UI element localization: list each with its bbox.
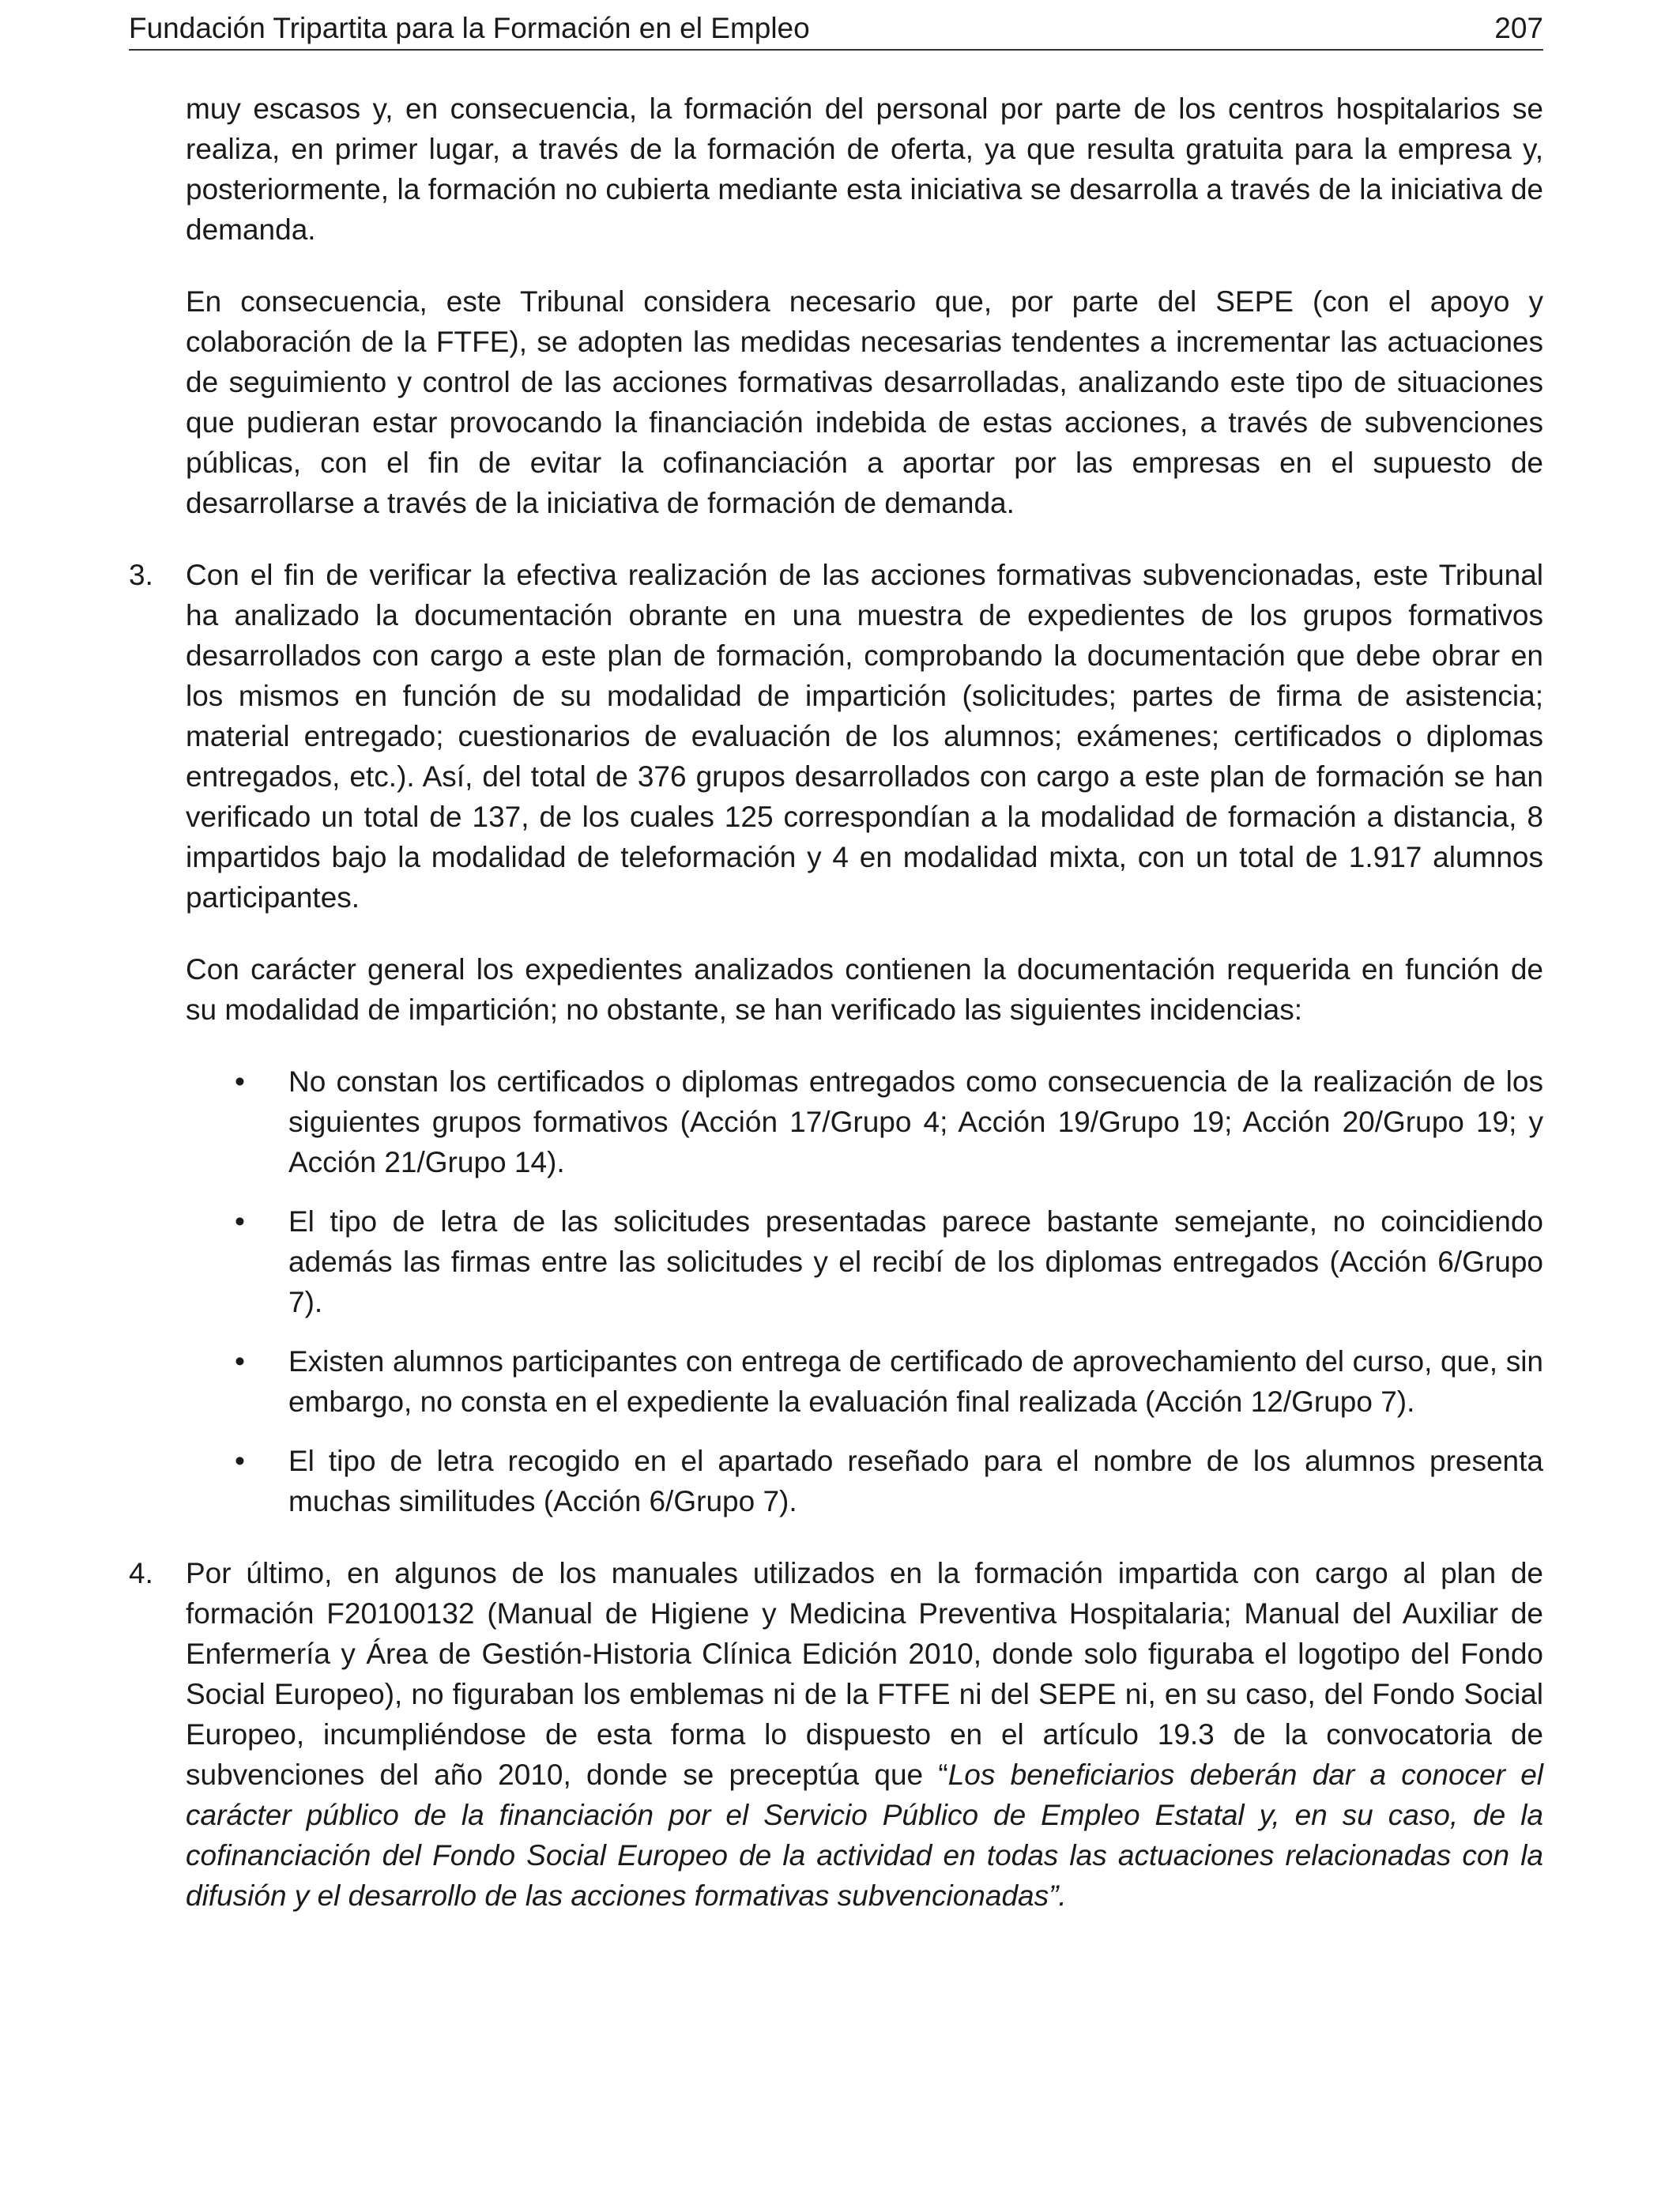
numbered-item-4: [129, 1553, 1543, 1916]
paragraph-continuation: muy escasos y, en consecuencia, la formación del personal por parte de los centros hospitalarios se realiza, en primer lugar, a través de la formación de oferta, ya que resulta gratuita para la empresa y, posteriormente, la formación no cubierta mediante esta iniciativa se desarrolla a través de la iniciativa de demanda.: [186, 92, 1543, 246]
list-item-text: El tipo de letra recogido en el apartado reseñado para el nombre de los alumnos presenta muchas similitudes (Acción 6/Grupo 7).: [288, 1445, 1543, 1517]
item-number: 3.: [129, 559, 153, 591]
item-paragraph: Con carácter general los expedientes analizados contienen la documentación requerida en función de su modalidad de impartición; no obstante, se han verificado las siguientes incidencias:: [186, 953, 1543, 1026]
bullet-icon: •: [235, 1345, 245, 1378]
page-header: [129, 8, 1543, 51]
header-title: Fundación Tripartita para la Formación en el Empleo: [129, 12, 810, 44]
item-body: [186, 555, 1543, 1521]
list-item-text: Existen alumnos participantes con entrega de certificado de aprovechamiento del curso, que, sin embargo, no consta en el expediente la evaluación final realizada (Acción 12/Grupo 7).: [288, 1345, 1543, 1418]
list-item: [186, 1341, 1543, 1422]
incidencias-list: [186, 1061, 1543, 1521]
numbered-item-3: [129, 555, 1543, 1521]
bullet-icon: •: [235, 1065, 245, 1098]
item-paragraph: [186, 1553, 1543, 1916]
bullet-icon: •: [235, 1205, 245, 1238]
page-number: 207: [1494, 12, 1543, 44]
list-item-text: No constan los certificados o diplomas entregados como consecuencia de la realización de los siguientes grupos formativos (Acción 17/Grupo 4; Acción 19/Grupo 19; Acción 20/Grupo 19; y Acción 21/Grupo 14).: [288, 1065, 1543, 1178]
list-item-text: El tipo de letra de las solicitudes presentadas parece bastante semejante, no coincidiendo además las firmas entre las solicitudes y el recibí de los diplomas entregados (Acción 6/Grupo 7).: [288, 1205, 1543, 1318]
item-number: 4.: [129, 1557, 153, 1589]
list-item: [186, 1061, 1543, 1182]
bullet-icon: •: [235, 1445, 245, 1477]
quote-closing: ”.: [1049, 1879, 1067, 1912]
list-item: [186, 1201, 1543, 1322]
list-item: [186, 1441, 1543, 1521]
item-body: [186, 1553, 1543, 1916]
paragraph-recommendation: En consecuencia, este Tribunal considera necesario que, por parte del SEPE (con el apoyo y colaboración de la FTFE), se adopten las medidas necesarias tendentes a incrementar las actuaciones de seguimiento y control de las acciones formativas desarrolladas, analizando este tipo de situaciones que pudieran estar provocando la financiación indebida de estas acciones, a través de subvenciones públicas, con el fin de evitar la cofinanciación a aportar por las empresas en el supuesto de desarrollarse a través de la iniciativa de formación de demanda.: [186, 285, 1543, 519]
item-paragraph: Con el fin de verificar la efectiva realización de las acciones formativas subvencionadas, este Tribunal ha analizado la documentación obrante en una muestra de expedientes de los grupos formativos desarrollados con cargo a este plan de formación, comprobando la documentación que debe obrar en los mismos en función de su modalidad de impartición (solicitudes; partes de firma de asistencia; material entregado; cuestionarios de evaluación de los alumnos; exámenes; certificados o diplomas entregados, etc.). Así, del total de 376 grupos desarrollados con cargo a este plan de formación se han verificado un total de 137, de los cuales 125 correspondían a la modalidad de formación a distancia, 8 impartidos bajo la modalidad de teleformación y 4 en modalidad mixta, con un total de 1.917 alumnos participantes.: [186, 559, 1543, 914]
incidencias-list-wrapper: [186, 1061, 1543, 1521]
document-body: [129, 89, 1543, 1947]
legal-quote: Los beneficiarios deberán dar a conocer el carácter público de la financiación por el Servicio Público de Empleo Estatal y, en su caso, de la cofinanciación del Fondo Social Europeo de la actividad en todas las actuaciones relacionadas con la difusión y el desarrollo de las acciones formativas subvencionadas: [186, 1759, 1543, 1912]
item-text: Por último, en algunos de los manuales utilizados en la formación impartida con cargo al plan de formación F20100132 (Manual de Higiene y Medicina Preventiva Hospitalaria; Manual del Auxiliar de Enfermería y Área de Gestión-Historia Clínica Edición 2010, donde solo figuraba el logotipo del Fondo Social Europeo), no figuraban los emblemas ni de la FTFE ni del SEPE ni, en su caso, del Fondo Social Europeo, incumpliéndose de esta forma lo dispuesto en el artículo 19.3 de la convocatoria de subvenciones del año 2010, donde se preceptúa que “: [186, 1557, 1543, 1791]
